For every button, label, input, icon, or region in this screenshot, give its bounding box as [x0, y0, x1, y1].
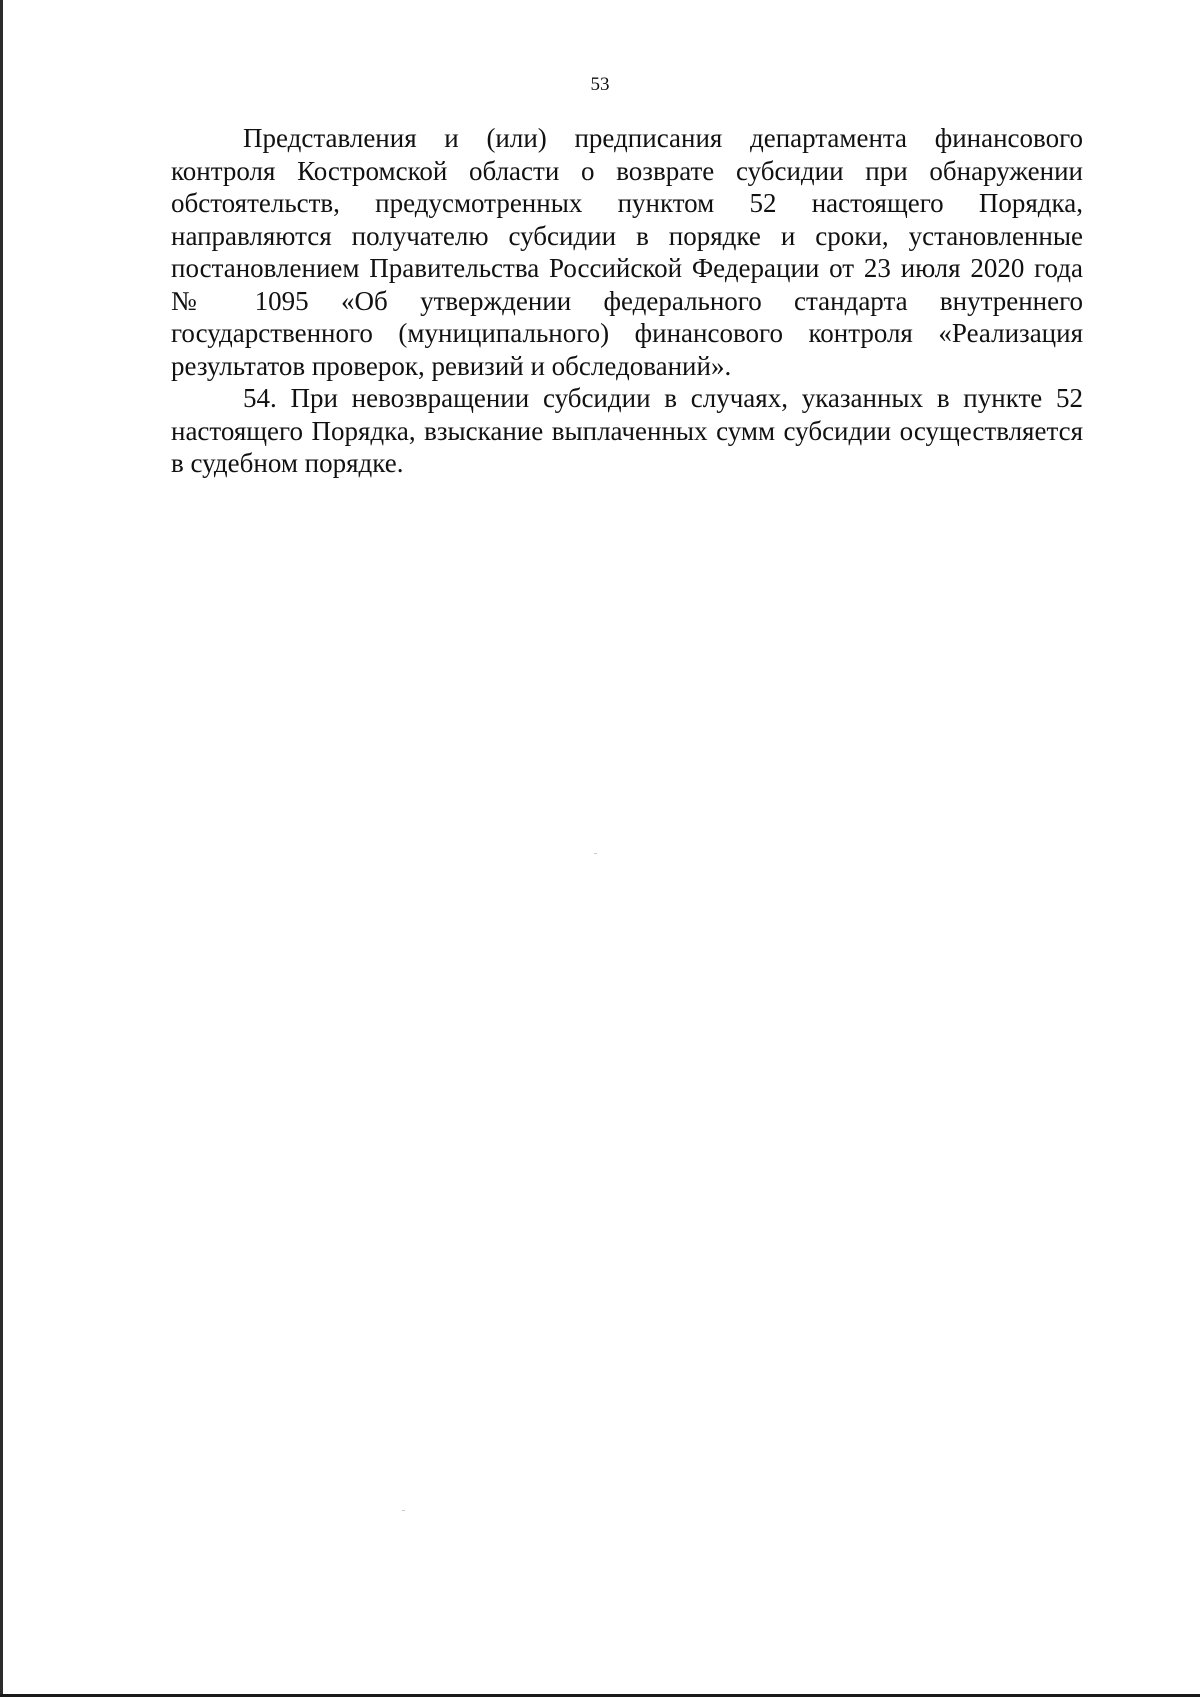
scan-speck: [402, 1510, 405, 1511]
paragraph-representations: Представления и (или) предписания департамента финансового контроля Костромской области о возврате субсидии при обнаружении обстоятельств, предусмотренных пунктом 52 настоящего Порядка, направляются получателю субсидии в порядке и сроки, установленные постановлением Правительства Российской Федерации от 23 июля 2020 года № 1095 «Об утверждении федерального стандарта внутреннего государственного (муниципального) финансового контроля «Реализация результатов проверок, ревизий и обследований».: [171, 123, 1083, 381]
paragraph-54: 54. При невозвращении субсидии в случаях, указанных в пункте 52 настоящего Порядка, взыскание выплаченных сумм субсидии осуществляется в судебном порядке.: [171, 383, 1083, 478]
page-number: 53: [590, 74, 610, 95]
document-body: [171, 122, 1083, 480]
scan-left-edge: [0, 0, 3, 1694]
scan-speck: [594, 853, 597, 854]
